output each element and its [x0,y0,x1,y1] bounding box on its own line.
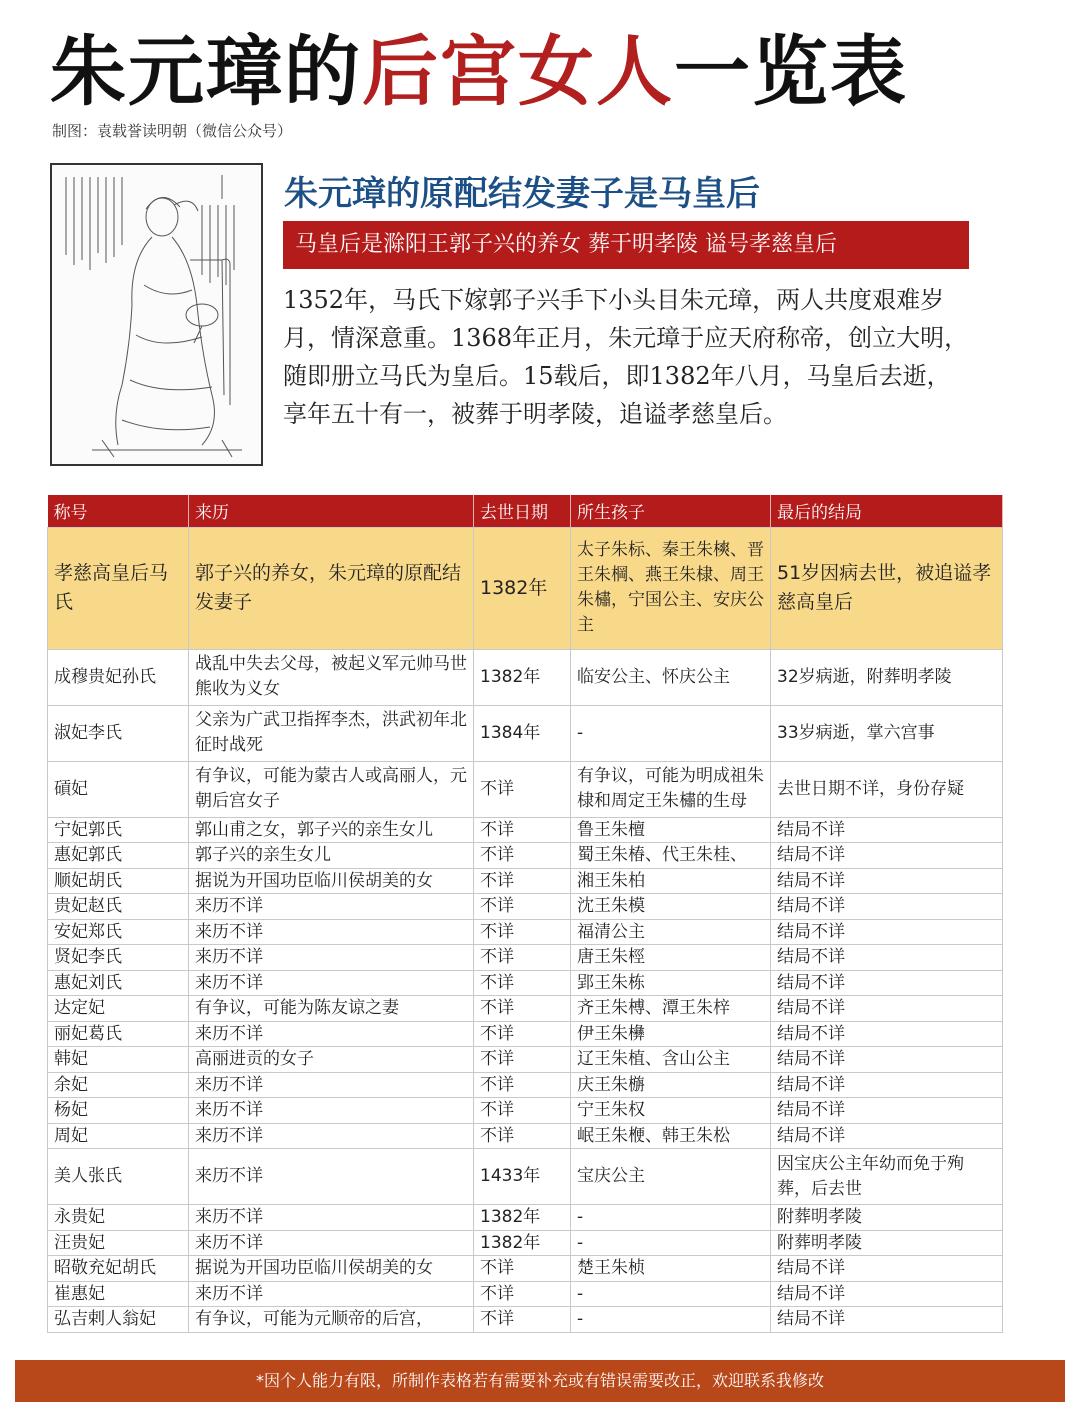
cell-fate: 结局不详 [771,945,1003,971]
header-origin: 来历 [189,495,474,527]
cell-origin: 据说为开国功臣临川侯胡美的女 [189,868,474,894]
cell-death-date: 1433年 [474,1149,571,1205]
cell-origin: 来历不详 [189,1021,474,1047]
feature-subtitle: 朱元璋的原配结发妻子是马皇后 [284,174,760,214]
cell-fate: 结局不详 [771,1098,1003,1124]
cell-origin: 战乱中失去父母，被起义军元帅马世熊收为义女 [189,649,474,705]
portrait-illustration [52,165,261,464]
portrait-image [50,163,263,466]
cell-origin: 郭山甫之女，郭子兴的亲生女儿 [189,817,474,843]
cell-origin: 来历不详 [189,1072,474,1098]
cell-title: 永贵妃 [48,1205,189,1231]
cell-children: 蜀王朱椿、代王朱桂、 [571,843,771,869]
cell-origin: 来历不详 [189,1205,474,1231]
cell-death-date: 不详 [474,945,571,971]
cell-children: 宝庆公主 [571,1149,771,1205]
cell-title: 美人张氏 [48,1149,189,1205]
cell-children: 临安公主、怀庆公主 [571,649,771,705]
cell-title: 周妃 [48,1123,189,1149]
cell-origin: 来历不详 [189,894,474,920]
cell-title: 惠妃郭氏 [48,843,189,869]
cell-fate: 结局不详 [771,868,1003,894]
table-header-row [48,495,1003,527]
footer-note: *因个人能力有限，所制作表格若有需要补充或有错误需要改正，欢迎联系我修改 [15,1360,1065,1402]
cell-death-date: 不详 [474,843,571,869]
cell-death-date: 1382年 [474,1230,571,1256]
feature-banner: 马皇后是滁阳王郭子兴的养女 葬于明孝陵 谥号孝慈皇后 [283,221,969,269]
cell-origin: 来历不详 [189,1230,474,1256]
cell-fate: 结局不详 [771,1123,1003,1149]
cell-children: 有争议，可能为明成祖朱棣和周定王朱橚的生母 [571,761,771,817]
cell-title: 淑妃李氏 [48,705,189,761]
cell-children: 宁王朱权 [571,1098,771,1124]
cell-origin: 有争议，可能为陈友谅之妻 [189,996,474,1022]
cell-death-date: 不详 [474,1072,571,1098]
table-row [48,894,1003,920]
cell-origin: 来历不详 [189,970,474,996]
cell-children: 齐王朱榑、潭王朱梓 [571,996,771,1022]
cell-death-date: 不详 [474,894,571,920]
table-row [48,761,1003,817]
table-row [48,1021,1003,1047]
cell-fate: 结局不详 [771,843,1003,869]
cell-title: 惠妃刘氏 [48,970,189,996]
cell-children: 庆王朱㮵 [571,1072,771,1098]
table-row [48,649,1003,705]
header-fate: 最后的结局 [771,495,1003,527]
table-row [48,1098,1003,1124]
table-row [48,868,1003,894]
cell-children: 郢王朱栋 [571,970,771,996]
cell-fate: 附葬明孝陵 [771,1205,1003,1231]
cell-death-date: 不详 [474,919,571,945]
cell-title: 弘吉剌人翁妃 [48,1307,189,1333]
cell-children: 太子朱标、秦王朱樉、晋王朱棡、燕王朱棣、周王朱橚，宁国公主、安庆公主 [571,527,771,649]
cell-title: 碽妃 [48,761,189,817]
cell-origin: 来历不详 [189,1149,474,1205]
cell-fate: 结局不详 [771,1281,1003,1307]
cell-children: 鲁王朱檀 [571,817,771,843]
feature-story: 1352年，马氏下嫁郭子兴手下小头目朱元璋，两人共度艰难岁月，情深意重。1368年正月，朱元璋于应天府称帝，创立大明，随即册立马氏为皇后。15载后，即1382年八月，马皇后去逝，享年五十有一，被葬于明孝陵，追谥孝慈皇后。 [283,286,969,428]
cell-fate: 附葬明孝陵 [771,1230,1003,1256]
consorts-table [47,495,1002,1333]
table-row [48,1149,1003,1205]
cell-children: - [571,1307,771,1333]
cell-origin: 有争议，可能为元顺帝的后宫， [189,1307,474,1333]
cell-title: 宁妃郭氏 [48,817,189,843]
cell-origin: 据说为开国功臣临川侯胡美的女 [189,1256,474,1282]
cell-fate: 结局不详 [771,970,1003,996]
credit-line: 制图：袁载誉读明朝（微信公众号） [52,122,293,140]
cell-children: 湘王朱柏 [571,868,771,894]
cell-children: - [571,1281,771,1307]
cell-origin: 高丽进贡的女子 [189,1047,474,1073]
cell-children: 楚王朱桢 [571,1256,771,1282]
cell-fate: 结局不详 [771,919,1003,945]
cell-death-date: 不详 [474,1047,571,1073]
title-part-3: 一览表 [674,27,908,116]
table-row [48,1072,1003,1098]
table-row [48,919,1003,945]
table-row [48,970,1003,996]
cell-death-date: 不详 [474,970,571,996]
cell-death-date: 不详 [474,761,571,817]
cell-children: 沈王朱模 [571,894,771,920]
header-title: 称号 [48,495,189,527]
cell-origin: 来历不详 [189,1123,474,1149]
table-row [48,1123,1003,1149]
cell-fate: 结局不详 [771,817,1003,843]
cell-title: 崔惠妃 [48,1281,189,1307]
cell-title: 孝慈高皇后马氏 [48,527,189,649]
cell-origin: 来历不详 [189,945,474,971]
cell-title: 成穆贵妃孙氏 [48,649,189,705]
cell-origin: 郭子兴的亲生女儿 [189,843,474,869]
title-part-2: 后宫女人 [362,27,674,116]
cell-origin: 来历不详 [189,919,474,945]
cell-fate: 33岁病逝，掌六宫事 [771,705,1003,761]
cell-fate: 结局不详 [771,1047,1003,1073]
cell-title: 贤妃李氏 [48,945,189,971]
cell-fate: 结局不详 [771,1021,1003,1047]
cell-children: - [571,705,771,761]
header-children: 所生孩子 [571,495,771,527]
cell-children: 岷王朱楩、韩王朱松 [571,1123,771,1149]
table-row [48,1230,1003,1256]
cell-fate: 结局不详 [771,1256,1003,1282]
cell-title: 昭敬充妃胡氏 [48,1256,189,1282]
cell-title: 顺妃胡氏 [48,868,189,894]
cell-children: 伊王朱㰘 [571,1021,771,1047]
table-body [48,527,1003,1332]
table-row [48,1205,1003,1231]
cell-death-date: 1382年 [474,1205,571,1231]
cell-death-date: 不详 [474,1021,571,1047]
table-row [48,817,1003,843]
title-part-1: 朱元璋的 [50,27,362,116]
cell-death-date: 1382年 [474,649,571,705]
cell-death-date: 1382年 [474,527,571,649]
cell-title: 安妃郑氏 [48,919,189,945]
cell-title: 汪贵妃 [48,1230,189,1256]
cell-origin: 有争议，可能为蒙古人或高丽人，元朝后宫女子 [189,761,474,817]
cell-death-date: 不详 [474,1307,571,1333]
cell-death-date: 不详 [474,1256,571,1282]
cell-title: 杨妃 [48,1098,189,1124]
cell-title: 贵妃赵氏 [48,894,189,920]
cell-children: 辽王朱植、含山公主 [571,1047,771,1073]
cell-origin: 郭子兴的养女，朱元璋的原配结发妻子 [189,527,474,649]
table-row [48,705,1003,761]
cell-children: 福清公主 [571,919,771,945]
table-row [48,945,1003,971]
cell-title: 达定妃 [48,996,189,1022]
cell-death-date: 不详 [474,1281,571,1307]
table-row [48,527,1003,649]
cell-death-date: 不详 [474,817,571,843]
cell-fate: 因宝庆公主年幼而免于殉葬，后去世 [771,1149,1003,1205]
table-row [48,843,1003,869]
cell-fate: 51岁因病去世，被追谥孝慈高皇后 [771,527,1003,649]
cell-fate: 结局不详 [771,1072,1003,1098]
cell-children: - [571,1230,771,1256]
cell-origin: 来历不详 [189,1281,474,1307]
cell-origin: 来历不详 [189,1098,474,1124]
cell-fate: 结局不详 [771,996,1003,1022]
cell-children: 唐王朱桱 [571,945,771,971]
cell-title: 韩妃 [48,1047,189,1073]
cell-death-date: 不详 [474,996,571,1022]
cell-death-date: 不详 [474,1123,571,1149]
cell-fate: 结局不详 [771,894,1003,920]
table-row [48,1256,1003,1282]
consorts-table-grid [47,495,1003,1333]
cell-death-date: 不详 [474,1098,571,1124]
cell-origin: 父亲为广武卫指挥李杰，洪武初年北征时战死 [189,705,474,761]
table-row [48,1307,1003,1333]
table-row [48,1047,1003,1073]
header-death-date: 去世日期 [474,495,571,527]
cell-death-date: 不详 [474,868,571,894]
page-title [50,22,908,122]
cell-children: - [571,1205,771,1231]
cell-title: 丽妃葛氏 [48,1021,189,1047]
cell-fate: 32岁病逝，附葬明孝陵 [771,649,1003,705]
table-row [48,996,1003,1022]
cell-fate: 结局不详 [771,1307,1003,1333]
cell-fate: 去世日期不详，身份存疑 [771,761,1003,817]
cell-title: 余妃 [48,1072,189,1098]
cell-death-date: 1384年 [474,705,571,761]
table-row [48,1281,1003,1307]
